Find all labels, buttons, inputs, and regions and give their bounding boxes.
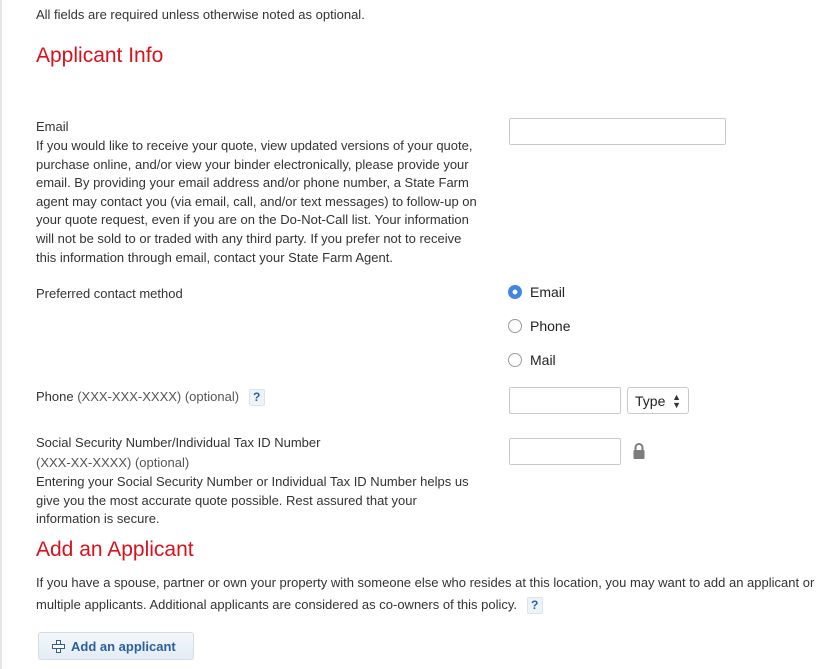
- contact-method-label: Preferred contact method: [36, 286, 183, 301]
- add-applicant-description: If you have a spouse, partner or own your property with someone else who resides at this location, you may want to add an applicant or multiple applicants. Additional applicants are considered as co-owners of this policy.: [36, 575, 815, 612]
- add-applicant-button[interactable]: [38, 632, 194, 660]
- radio-mail[interactable]: [508, 353, 522, 367]
- ssn-input[interactable]: [509, 438, 621, 465]
- phone-input[interactable]: [509, 387, 621, 414]
- ssn-format-hint: (XXX-XX-XXXX) (optional): [36, 455, 190, 470]
- email-input[interactable]: [509, 118, 726, 145]
- add-applicant-heading: Add an Applicant: [36, 538, 194, 561]
- add-applicant-button-label: Add an applicant: [71, 638, 176, 654]
- required-fields-note: All fields are required unless otherwise noted as optional.: [36, 7, 365, 22]
- email-label: Email: [36, 119, 69, 134]
- phone-label-row: [36, 388, 265, 407]
- phone-label: Phone: [36, 389, 74, 404]
- radio-email[interactable]: [508, 285, 522, 299]
- radio-phone-label: Phone: [530, 318, 571, 334]
- contact-option-phone[interactable]: [508, 318, 570, 334]
- radio-mail-label: Mail: [530, 352, 556, 368]
- contact-option-mail[interactable]: [508, 352, 556, 368]
- ssn-description: Entering your Social Security Number or Individual Tax ID Number helps us give you the most accurate quote possible. Rest assured that your information is secure.: [36, 474, 469, 527]
- left-border: [0, 0, 2, 669]
- radio-email-label: Email: [530, 284, 566, 300]
- email-description: If you would like to receive your quote, view updated versions of your quote, purchase online, and/or view your binder electronically, please provide your email. By providing your email address and/or phone number, a State Farm agent may contact you (via email, call, and/or text messages) to follow-up on your quote request, even if you are on the Do-Not-Call list. Your information will not be sold to or traded with any third party. If you prefer not to receive this information through email, contact your State Farm Agent.: [36, 138, 477, 265]
- contact-option-email[interactable]: [508, 284, 565, 300]
- add-applicant-description-block: [36, 572, 816, 615]
- select-arrows-icon: ▲ ▼: [672, 391, 681, 410]
- phone-type-value: Type: [635, 392, 666, 409]
- lock-icon: [632, 442, 646, 460]
- ssn-label: Social Security Number/Individual Tax ID Number: [36, 435, 321, 450]
- applicant-info-heading: Applicant Info: [36, 44, 164, 67]
- phone-type-select[interactable]: [627, 387, 689, 414]
- radio-phone[interactable]: [508, 319, 522, 333]
- plus-icon: [52, 640, 65, 653]
- phone-help-icon[interactable]: ?: [249, 389, 265, 406]
- add-applicant-help-icon[interactable]: ?: [527, 597, 543, 614]
- phone-format-hint: (XXX-XXX-XXXX) (optional): [77, 389, 240, 404]
